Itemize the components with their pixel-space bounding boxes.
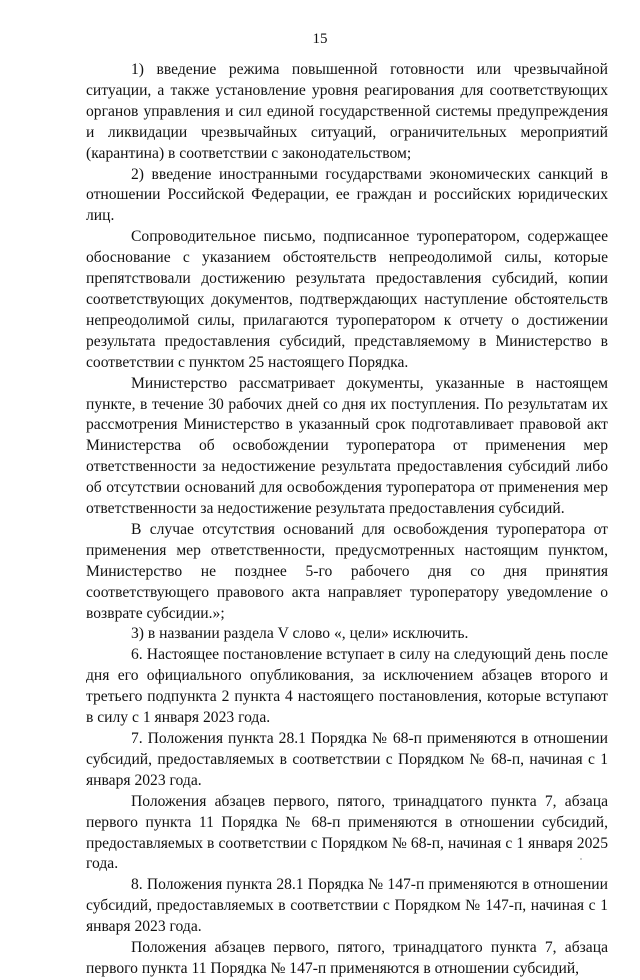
- paragraph: 6. Настоящее постановление вступает в силу на следующий день после дня его официального опубликования, за исключением абзацев второго и третьего подпункта 2 пункта 4 настоящего постановления, которые вступают в силу с 1 января 2023 года.: [86, 646, 608, 727]
- scan-speck: [580, 858, 582, 860]
- paragraph: 7. Положения пункта 28.1 Порядка № 68-п применяются в отношении субсидий, предоставляемых в соответствии с Порядком № 68-п, начиная с 1 января 2023 года.: [86, 730, 608, 789]
- paragraph: Министерство рассматривает документы, указанные в настоящем пункте, в течение 30 рабочих дней со дня их поступления. По результатам их рассмотрения Министерство в указанный срок подготавливает правовой акт Министерства об освобождении туроператора от применения мер ответственности за недостижение результата предоставления субсидий либо об отсутствии оснований для освобождения туроператора от применения мер ответственности за недостижение результата предоставления субсидий.: [86, 374, 608, 518]
- paragraph: Сопроводительное письмо, подписанное туроператором, содержащее обоснование с указанием обстоятельств непреодолимой силы, которые препятствовали достижению результата предоставления субсидий, копии соответствующих документов, подтверждающих наступление обстоятельств непреодолимой силы, прилагаются туроператором к отчету о достижении результата предоставления субсидий, представляемому в Министерство в соответствии с пунктом 25 настоящего Порядка.: [86, 228, 608, 371]
- paragraph: 2) введение иностранными государствами экономических санкций в отношении Российской Федерации, ее граждан и российских юридических лиц.: [86, 165, 608, 225]
- paragraph: 1) введение режима повышенной готовности или чрезвычайной ситуации, а также установление уровня реагирования для соответствующих органов управления и сил единой государственной системы предупреждения и ликвидации чрезвычайных ситуаций, ограничительных мероприятий (карантина) в соответствии с законодательством;: [86, 61, 608, 162]
- paragraph: Положения абзацев первого, пятого, тринадцатого пункта 7, абзаца первого пункта 11 Порядка № 147-п применяются в отношении субсидий,: [86, 939, 608, 977]
- document-body: [86, 60, 608, 980]
- paragraph: 8. Положения пункта 28.1 Порядка № 147-п применяются в отношении субсидий, предоставляемых в соответствии с Порядком № 147-п, начиная с 1 января 2023 года.: [86, 876, 608, 936]
- paragraph: Положения абзацев первого, пятого, тринадцатого пункта 7, абзаца первого пункта 11 Порядка № 68-п применяются в отношении субсидий, предоставляемых в соответствии с Порядком № 68-п, начиная с 1 января 2025 года.: [86, 792, 608, 873]
- paragraph: В случае отсутствия оснований для освобождения туроператора от применения мер ответственности, предусмотренных настоящим пунктом, Министерство не позднее 5-го рабочего дня со дня принятия соответствующего правового акта направляет туроператору уведомление о возврате субсидии.»;: [86, 520, 608, 622]
- page-number: 15: [312, 31, 328, 47]
- paragraph: 3) в названии раздела V слово «, цели» исключить.: [131, 625, 469, 643]
